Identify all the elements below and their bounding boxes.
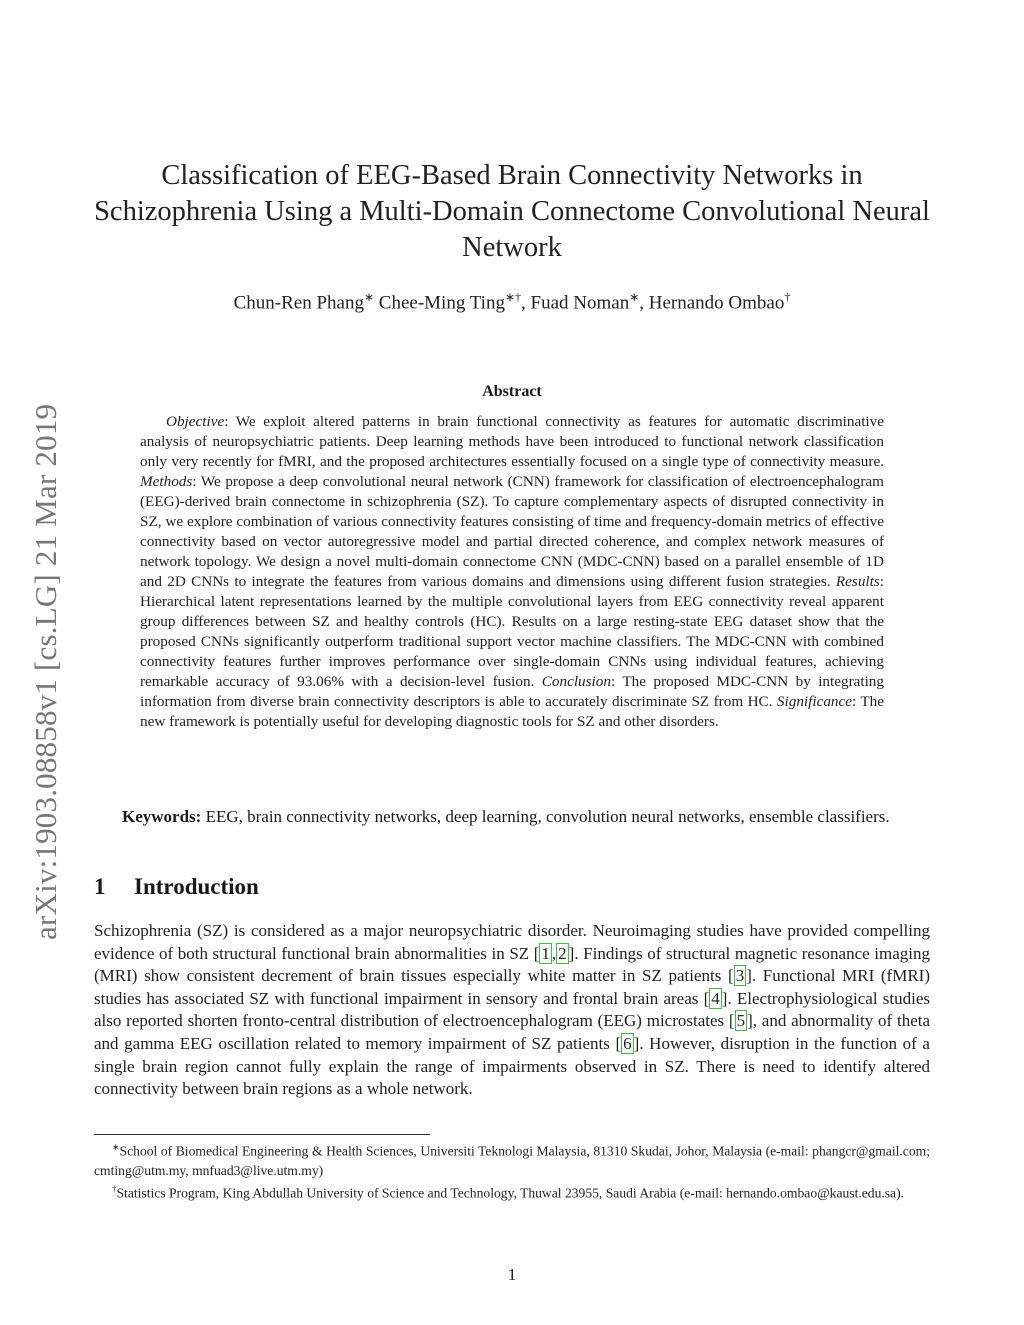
objective-label: Objective: [166, 413, 225, 430]
citation-link[interactable]: 3: [735, 966, 745, 986]
footnote-text: School of Biomedical Engineering & Health Sciences, Universiti Teknologi Malaysia, 81310 Skudai, Johor, Malaysia (e-mail: phangcr@gmail.com; cmting@utm.my, mnfuad3@live.utm.my): [94, 1143, 930, 1178]
objective-text: : We exploit altered patterns in brain functional connectivity as features for automatic discriminative analysis of neuropsychiatric patients. Deep learning methods have been introduced to functional network classification only very recently for fMRI, and the proposed architectures essentially focused on a single type of connectivity measure.: [140, 413, 884, 470]
citation-link[interactable]: 5: [736, 1011, 746, 1031]
author-affiliation-mark: †: [784, 290, 791, 304]
abstract-heading: Abstract: [482, 383, 542, 400]
author-ting: Chee-Ming Ting: [378, 292, 505, 314]
author-phang: Chun-Ren Phang: [233, 292, 364, 314]
abstract-body: [140, 412, 884, 732]
intro-text: . Findings of structural magnetic resonance imaging (MRI) show consistent decrement of brain tissues especially white matter in SZ patients: [94, 943, 930, 986]
citation-link[interactable]: 6: [623, 1033, 632, 1053]
keywords-label: Keywords:: [122, 807, 202, 826]
footnote-mark: †: [112, 1183, 117, 1194]
page-number: 1: [507, 1265, 517, 1284]
citation-link[interactable]: 2: [558, 943, 567, 963]
arxiv-identifier[interactable]: arXiv:1903.08858v1 [cs.LG] 21 Mar 2019: [28, 403, 63, 940]
significance-text: : The new framework is potentially useful for developing diagnostic tools for SZ and other disorders.: [140, 693, 884, 730]
keywords: [94, 806, 930, 828]
author-noman: Fuad Noman: [530, 292, 630, 314]
significance-label: Significance: [776, 693, 852, 710]
keywords-text: EEG, brain connectivity networks, deep learning, convolution neural networks, ensemble classifiers.: [201, 807, 890, 826]
footnote-utm: [94, 1138, 930, 1180]
conclusion-label: Conclusion: [541, 673, 611, 690]
author-affiliation-mark: ∗: [629, 290, 640, 304]
footnote-text: Statistics Program, King Abdullah University of Science and Technology, Thuwal 23955, Saudi Arabia (e-mail: hernando.ombao@kaust.edu.sa).: [116, 1185, 905, 1201]
citation-link[interactable]: 1: [541, 943, 550, 963]
conclusion-text: : The proposed MDC-CNN by integrating information from diverse brain connectivity descriptors is able to accurately discriminate SZ from HC.: [140, 673, 884, 710]
author-ombao: Hernando Ombao: [648, 292, 785, 314]
methods-label: Methods: [140, 473, 193, 490]
footnotes: [94, 1138, 930, 1202]
footnote-mark: ∗: [112, 1142, 120, 1152]
citation-link[interactable]: 4: [711, 988, 720, 1008]
title-line-2: Schizophrenia Using a Multi-Domain Connectome Convolutional Neural: [94, 196, 930, 227]
intro-paragraph: Schizophrenia (SZ) is considered as a major neuropsychiatric disorder. Neuroimaging studies have provided compelling evidence of both structural functional brain abnormalities in SZ [ 1 , 2 ]. Findings of structural magnetic resonance imaging (MRI) show consistent decrement of brain tissues especially white matter in SZ patients [ 3 ]. Functional MRI (fMRI) studies has associated SZ with functional impairment in sensory and frontal brain areas [ 4 ]. Electrophysiological studies also reported shorten fronto-central distribution of electroencephalogram (EEG) microstates [ 5 ], and abnormality of theta and gamma EEG oscillation related to memory impairment of SZ patients [ 6 ]. However, disruption in the function of a single brain region cannot fully explain the range of impairments observed in SZ. There is need to identify altered connectivity between brain regions as a whole network.: [94, 921, 931, 1099]
footnote-divider: [94, 1134, 430, 1135]
introduction-body: [94, 920, 930, 1101]
section-title: Introduction: [134, 874, 259, 899]
section-number: 1: [94, 874, 106, 899]
intro-text: . Functional MRI (fMRI) studies has associated SZ with functional impairment in sensory and frontal brain areas: [94, 966, 930, 1008]
results-text: : Hierarchical latent representations learned by the multiple convolutional layers from EEG connectivity reveal apparent group differences between SZ and healthy controls (HC). Results on a large resting-state EEG dataset show that the proposed CNNs significantly outperform traditional support vector machine classifiers. The MDC-CNN with combined connectivity features further improves performance over single-domain CNNs using individual features, achieving remarkable accuracy of 93.06% with a decision-level fusion.: [140, 573, 884, 690]
intro-text: . Electrophysiological studies also reported shorten fronto-central distribution of electroencephalogram (EEG) microstates: [94, 988, 930, 1031]
methods-text: : We propose a deep convolutional neural network (CNN) framework for classification of electroencephalogram (EEG)-derived brain connectome in schizophrenia (SZ). To capture complementary aspects of disrupted connectivity in SZ, we explore combination of various connectivity features consisting of time and frequency-domain metrics of effective connectivity based on vector autoregressive model and partial directed coherence, and complex network measures of network topology. We design a novel multi-domain connectome CNN (MDC-CNN) based on a parallel ensemble of 1D and 2D CNNs to integrate the features from various domains and dimensions using different fusion strategies.: [140, 473, 884, 590]
author-affiliation-mark: ∗†: [504, 290, 522, 304]
intro-text: Schizophrenia (SZ) is considered as a major neuropsychiatric disorder. Neuroimaging studies have provided compelling evidence of both structural functional brain abnormalities in SZ: [94, 921, 930, 963]
title-line-3: Network: [462, 232, 562, 263]
intro-text: , and abnormality of theta and gamma EEG oscillation related to memory impairment of SZ patients: [94, 1011, 931, 1053]
abstract-paragraph: [140, 412, 884, 732]
section-heading-introduction: [94, 874, 930, 900]
author-affiliation-mark: ∗: [363, 290, 375, 304]
paper-title: [94, 158, 930, 266]
title-line-1: Classification of EEG-Based Brain Connectivity Networks in: [161, 160, 863, 191]
author-list: Chun-Ren Phang∗ Chee-Ming Ting∗†, Fuad Noman∗, Hernando Ombao†: [233, 290, 791, 314]
results-label: Results: [835, 573, 880, 590]
intro-text: . However, disruption in the function of a single brain region cannot fully explain the range of impairments observed in SZ. There is need to identify altered connectivity between brain regions as a whole network.: [94, 1033, 930, 1099]
footnote-kaust: [94, 1180, 930, 1203]
